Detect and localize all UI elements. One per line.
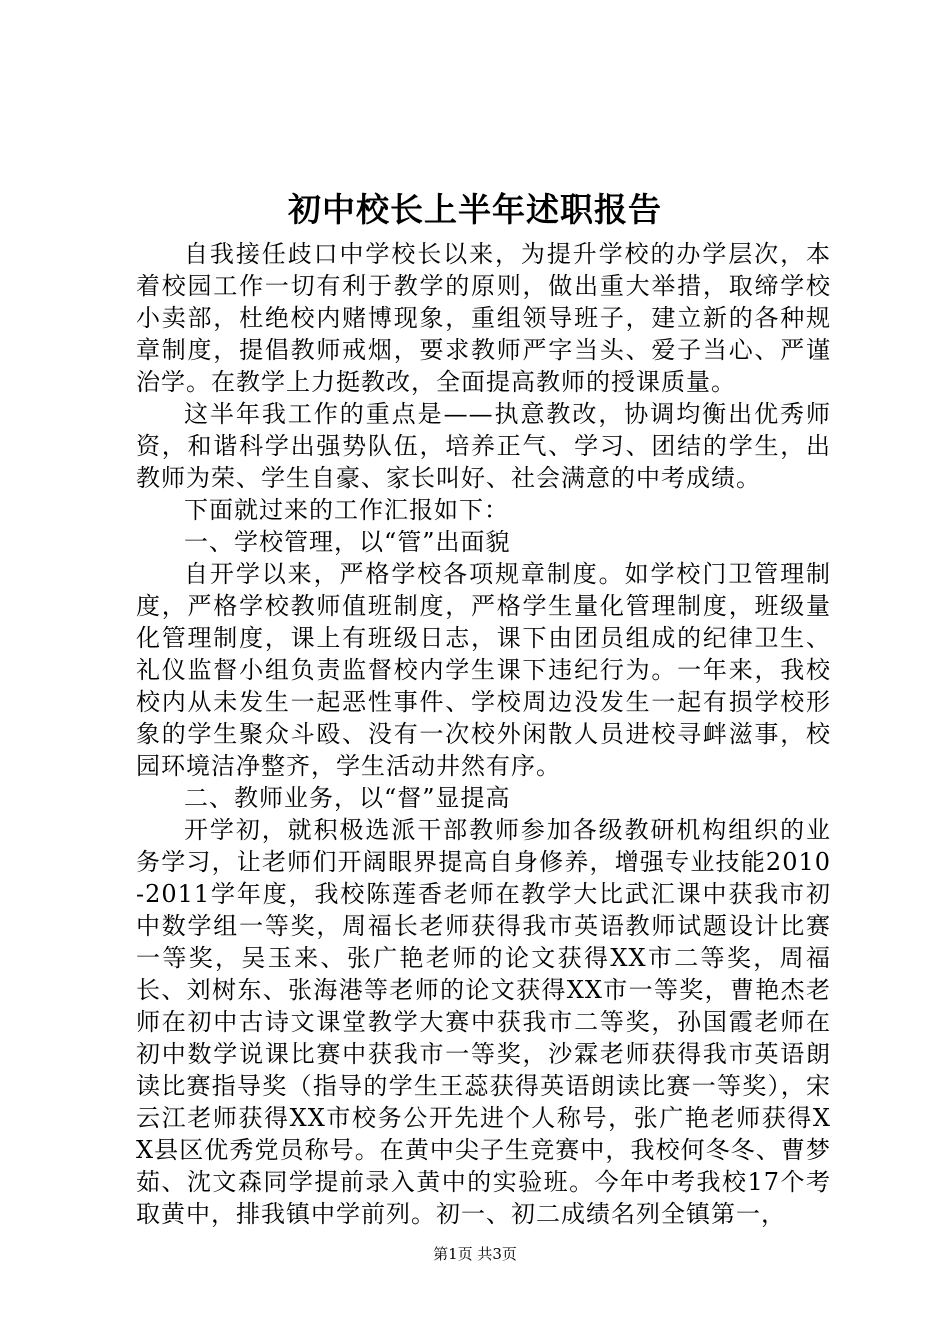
paragraph-teachers: 开学初，就积极选派干部教师参加各级教研机构组织的业务学习，让老师们开阔眼界提高自身修养，增强专业技能2010-2011学年度，我校陈莲香老师在教学大比武汇课中获我市初中数学组一等奖，周福长老师获得我市英语教师试题设计比赛一等奖，吴玉来、张广艳老师的论文获得XX市二等奖，周福长、刘树东、张海港等老师的论文获得XX市一等奖，曹艳杰老师在初中古诗文课堂教学大赛中获我市二等奖，孙国霞老师在初中数学说课比赛中获我市一等奖，沙霖老师获得我市英语朗读比赛指导奖（指导的学生王蕊获得英语朗读比赛一等奖），宋云江老师获得XX市校务公开先进个人称号，张广艳老师获得XX县区优秀党员称号。在黄中尖子生竞赛中，我校何冬冬、曹梦茹、沈文森同学提前录入黄中的实验班。今年中考我校17个考取黄中，排我镇中学前列。初一、初二成绩名列全镇第一， — [136, 816, 831, 1228]
paragraph-management: 自开学以来，严格学校各项规章制度。如学校门卫管理制度，严格学校教师值班制度，严格学生量化管理制度，班级量化管理制度，课上有班级日志，课下由团员组成的纪律卫生、礼仪监督小组负责监督校内学生课下违纪行为。一年来，我校校内从未发生一起恶性事件、学校周边没发生一起有损学校形象的学生聚众斗殴、没有一次校外闲散人员进校寻衅滋事，校园环境洁净整齐，学生活动井然有序。 — [136, 560, 831, 780]
paragraph-report-lead: 下面就过来的工作汇报如下： — [184, 496, 509, 524]
document-title: 初中校长上半年述职报告 — [288, 190, 662, 229]
page-footer: 第1页 共3页 — [433, 1245, 517, 1263]
paragraph-focus: 这半年我工作的重点是——执意教改，协调均衡出优秀师资，和谐科学出强势队伍，培养正气、学习、团结的学生，出教师为荣、学生自豪、家长叫好、社会满意的中考成绩。 — [136, 400, 831, 492]
paragraph-intro: 自我接任歧口中学校长以来，为提升学校的办学层次，本着校园工作一切有利于教学的原则，做出重大举措，取缔学校小卖部，杜绝校内赌博现象，重组领导班子，建立新的各种规章制度，提倡教师戒烟，要求教师严字当头、爱子当心、严谨治学。在教学上力挺教改，全面提高教师的授课质量。 — [136, 240, 831, 396]
document-body — [136, 238, 831, 1230]
section-heading-management: 一、学校管理，以“管”出面貌 — [184, 528, 511, 556]
section-heading-teachers: 二、教师业务，以“督”显提高 — [184, 784, 511, 812]
